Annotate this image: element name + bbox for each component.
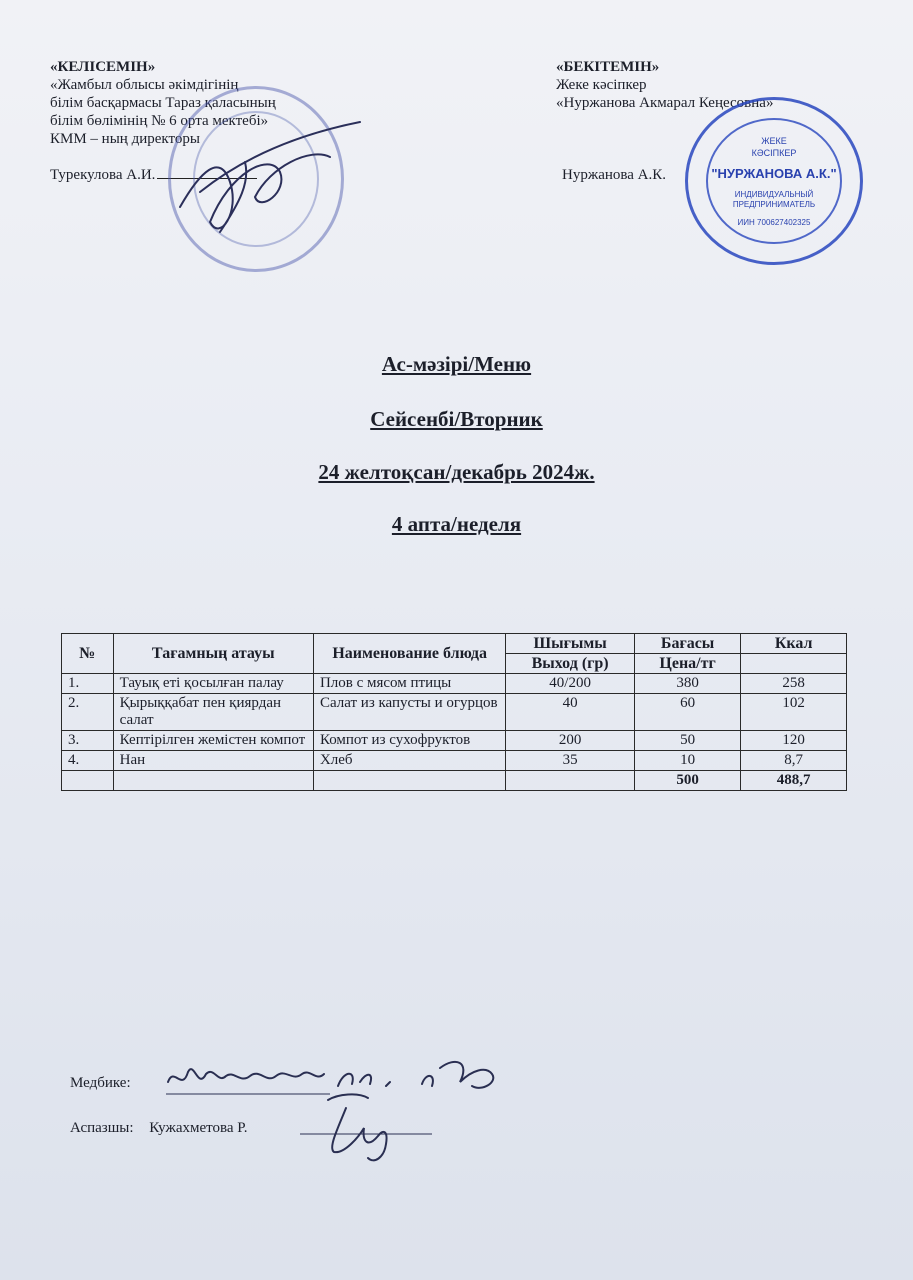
- header-num: №: [62, 634, 114, 674]
- cook-signature: [298, 1088, 438, 1168]
- header-name-ru: Наименование блюда: [313, 634, 506, 674]
- left-header-title: «КЕЛІСЕМІН»: [50, 59, 156, 75]
- menu-title: Ас-мәзірі/Меню: [381, 352, 532, 376]
- medic-row: [70, 1075, 131, 1092]
- row-num: 1.: [62, 674, 114, 694]
- entrepreneur-seal-stamp: [685, 97, 863, 265]
- right-header-line-2: «Нуржанова Акмарал Кеңесовна»: [556, 95, 774, 111]
- total-kcal: 488,7: [741, 771, 847, 791]
- header-price-kz: Бағасы: [634, 634, 741, 654]
- header-name-kz: Тағамның атауы: [113, 634, 313, 674]
- table-row: [62, 751, 847, 771]
- row-name-kz: Қырыққабат пен қиярдан салат: [113, 694, 313, 731]
- row-kcal: 102: [741, 694, 847, 731]
- row-name-kz: Кептірілген жемістен компот: [113, 731, 313, 751]
- right-header-title: «БЕКІТЕМІН»: [556, 59, 660, 75]
- cook-row: [70, 1120, 248, 1137]
- menu-table: [61, 633, 847, 791]
- stamp-text-bottom: ИНДИВИДУАЛЬНЫЙ: [734, 190, 814, 199]
- left-header-line-1: «Жамбыл облысы әкімдігінің: [50, 77, 239, 93]
- total-price: 500: [634, 771, 741, 791]
- table-header-row: [62, 634, 847, 654]
- menu-week: 4 апта/неделя: [391, 512, 522, 536]
- row-name-kz: Нан: [113, 751, 313, 771]
- stamp-text-id: ИИН 700627402325: [737, 218, 811, 227]
- right-header-line-1: Жеке кәсіпкер: [556, 77, 647, 93]
- row-price: 380: [634, 674, 741, 694]
- row-num: 4.: [62, 751, 114, 771]
- row-yield: 35: [506, 751, 634, 771]
- row-name-ru: Компот из сухофруктов: [313, 731, 506, 751]
- header-kcal-empty: [741, 654, 847, 674]
- left-header-line-2: білім басқармасы Тараз қаласының: [50, 95, 276, 111]
- row-yield: 200: [506, 731, 634, 751]
- total-empty-4: [506, 771, 634, 791]
- table-row: [62, 694, 847, 731]
- header-price-ru: Цена/тг: [634, 654, 741, 674]
- row-num: 2.: [62, 694, 114, 731]
- row-name-ru: Салат из капусты и огурцов: [313, 694, 506, 731]
- table-total-row: [62, 771, 847, 791]
- row-kcal: 8,7: [741, 751, 847, 771]
- row-name-kz: Тауық еті қосылған палау: [113, 674, 313, 694]
- stamp-text-top: ЖЕКЕ: [761, 136, 787, 146]
- left-header-line-4: КММ – ның директоры: [50, 131, 200, 147]
- director-signature: [160, 112, 370, 252]
- row-price: 50: [634, 731, 741, 751]
- row-price: 10: [634, 751, 741, 771]
- row-num: 3.: [62, 731, 114, 751]
- header-yield-kz: Шығымы: [506, 634, 634, 654]
- row-price: 60: [634, 694, 741, 731]
- total-empty-2: [113, 771, 313, 791]
- stamp-text-center: "НУРЖАНОВА А.К.": [711, 166, 837, 181]
- row-yield: 40/200: [506, 674, 634, 694]
- left-header-line-3: білім бөлімінің № 6 орта мектебі»: [50, 113, 269, 129]
- row-name-ru: Хлеб: [313, 751, 506, 771]
- left-header-name: Турекулова А.И.: [50, 167, 156, 183]
- stamp-text-top-2: КӘСІПКЕР: [751, 148, 797, 158]
- right-header-name: Нуржанова А.К.: [562, 167, 667, 183]
- row-kcal: 120: [741, 731, 847, 751]
- header-kcal: Ккал: [741, 634, 847, 654]
- total-empty-3: [313, 771, 506, 791]
- cook-label: Аспазшы:: [70, 1120, 134, 1136]
- medic-label: Медбике:: [70, 1075, 131, 1091]
- table-row: [62, 731, 847, 751]
- row-yield: 40: [506, 694, 634, 731]
- total-empty-1: [62, 771, 114, 791]
- header-yield-ru: Выход (гр): [506, 654, 634, 674]
- row-name-ru: Плов с мясом птицы: [313, 674, 506, 694]
- row-kcal: 258: [741, 674, 847, 694]
- table-row: [62, 674, 847, 694]
- cook-name: Кужахметова Р.: [149, 1120, 248, 1136]
- menu-date: 24 желтоқсан/декабрь 2024ж.: [318, 460, 595, 484]
- menu-day: Сейсенбі/Вторник: [370, 407, 543, 431]
- stamp-text-bottom-2: ПРЕДПРИНИМАТЕЛЬ: [732, 200, 816, 209]
